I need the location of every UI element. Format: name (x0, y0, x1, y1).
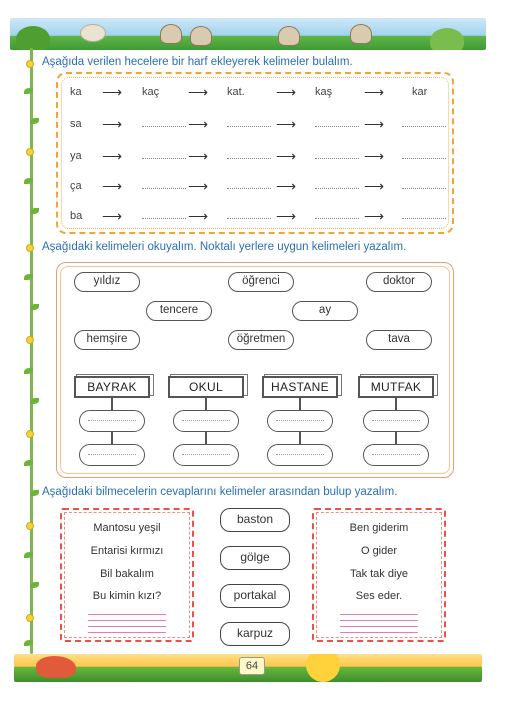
answer-writing-lines[interactable] (88, 614, 166, 634)
word-pill-ay: ay (292, 301, 358, 321)
answer-pill-baston: baston (220, 508, 290, 532)
flower-icon (26, 522, 34, 530)
category-slot[interactable] (173, 410, 239, 432)
word-pill-tava: tava (366, 330, 432, 350)
arrow-icon: ⟶ (188, 208, 209, 224)
arrow-icon: ⟶ (102, 178, 123, 194)
instruction-part3: Aşağıdaki bilmecelerin cevaplarını kelimeler arasından bulup yazalım. (42, 486, 398, 498)
arrow-icon: ⟶ (364, 178, 385, 194)
riddle-left-box (60, 508, 194, 642)
riddle-right-box (312, 508, 446, 642)
bird-icon (36, 656, 76, 678)
arrow-icon: ⟶ (364, 208, 385, 224)
answer-pill-golge: gölge (220, 546, 290, 570)
syllable-row (70, 86, 440, 104)
arrow-icon: ⟶ (276, 116, 297, 132)
flower-icon (26, 148, 34, 156)
syllable-row (70, 210, 440, 228)
arrow-icon: ⟶ (276, 208, 297, 224)
answer-word: kaç (142, 86, 160, 98)
category-slot[interactable] (363, 444, 429, 466)
answer-pill-portakal: portakal (220, 584, 290, 608)
category-slot[interactable] (363, 410, 429, 432)
word-pill-tencere: tencere (146, 301, 212, 321)
category-slot[interactable] (267, 410, 333, 432)
instruction-part1: Aşağıda verilen hecelere bir harf ekleyerek kelimeler bulalım. (42, 56, 353, 68)
flower-icon (26, 336, 34, 344)
riddle-line: O gider (360, 545, 398, 557)
category-mutfak: MUTFAK (358, 376, 434, 398)
arrow-icon: ⟶ (188, 148, 209, 164)
answer-word: kat. (227, 86, 245, 98)
syllable: ça (70, 180, 82, 192)
arrow-icon: ⟶ (102, 84, 123, 100)
word-pill-ogretmen: öğretmen (228, 330, 294, 350)
arrow-icon: ⟶ (364, 148, 385, 164)
syllable-row (70, 150, 440, 168)
arrow-icon: ⟶ (364, 84, 385, 100)
riddle-line: Ses eder. (355, 590, 403, 602)
flower-icon (26, 244, 34, 252)
flower-icon (26, 430, 34, 438)
syllable-row (70, 118, 440, 136)
bush-icon (430, 28, 464, 50)
arrow-icon: ⟶ (364, 116, 385, 132)
page-number: 64 (239, 657, 265, 675)
category-slot[interactable] (173, 444, 239, 466)
tree-icon (16, 26, 50, 50)
category-slot[interactable] (267, 444, 333, 466)
syllable: ya (70, 150, 82, 162)
category-bayrak: BAYRAK (74, 376, 150, 398)
riddle-line: Tak tak diye (349, 568, 409, 580)
goat-icon (350, 24, 372, 44)
word-pill-ogrenci: öğrenci (228, 272, 294, 292)
arrow-icon: ⟶ (188, 116, 209, 132)
arrow-icon: ⟶ (276, 178, 297, 194)
word-pill-hemsire: hemşire (74, 330, 140, 350)
sun-icon (306, 654, 340, 682)
animal-icon (160, 24, 182, 44)
riddle-line: Entarisi kırmızı (90, 545, 164, 557)
answer-pill-karpuz: karpuz (220, 622, 290, 646)
arrow-icon: ⟶ (188, 178, 209, 194)
arrow-icon: ⟶ (276, 84, 297, 100)
syllable-row (70, 180, 440, 198)
category-slot[interactable] (79, 444, 145, 466)
syllable: sa (70, 118, 82, 130)
word-pill-yildiz: yıldız (74, 272, 140, 292)
answer-word: kar (412, 86, 428, 98)
syllable: ka (70, 86, 82, 98)
answer-word: kaş (315, 86, 333, 98)
flower-icon (26, 614, 34, 622)
answer-writing-lines[interactable] (340, 614, 418, 634)
arrow-icon: ⟶ (276, 148, 297, 164)
arrow-icon: ⟶ (102, 148, 123, 164)
syllable: ba (70, 210, 83, 222)
left-vine-decoration (24, 48, 38, 654)
goat-icon (278, 26, 300, 46)
riddle-line: Bil bakalım (100, 568, 154, 580)
riddle-line: Bu kimin kızı? (92, 590, 162, 602)
category-hastane: HASTANE (262, 376, 338, 398)
rock-icon (80, 24, 106, 42)
arrow-icon: ⟶ (102, 116, 123, 132)
instruction-part2: Aşağıdaki kelimeleri okuyalım. Noktalı yerlere uygun kelimeleri yazalım. (42, 241, 407, 253)
arrow-icon: ⟶ (102, 208, 123, 224)
category-slot[interactable] (79, 410, 145, 432)
word-pill-doktor: doktor (366, 272, 432, 292)
animal-icon (190, 26, 212, 46)
top-illustration-banner (10, 18, 486, 50)
category-okul: OKUL (168, 376, 244, 398)
riddle-line: Ben giderim (349, 522, 409, 534)
riddle-line: Mantosu yeşil (93, 522, 161, 534)
arrow-icon: ⟶ (188, 84, 209, 100)
flower-icon (26, 60, 34, 68)
